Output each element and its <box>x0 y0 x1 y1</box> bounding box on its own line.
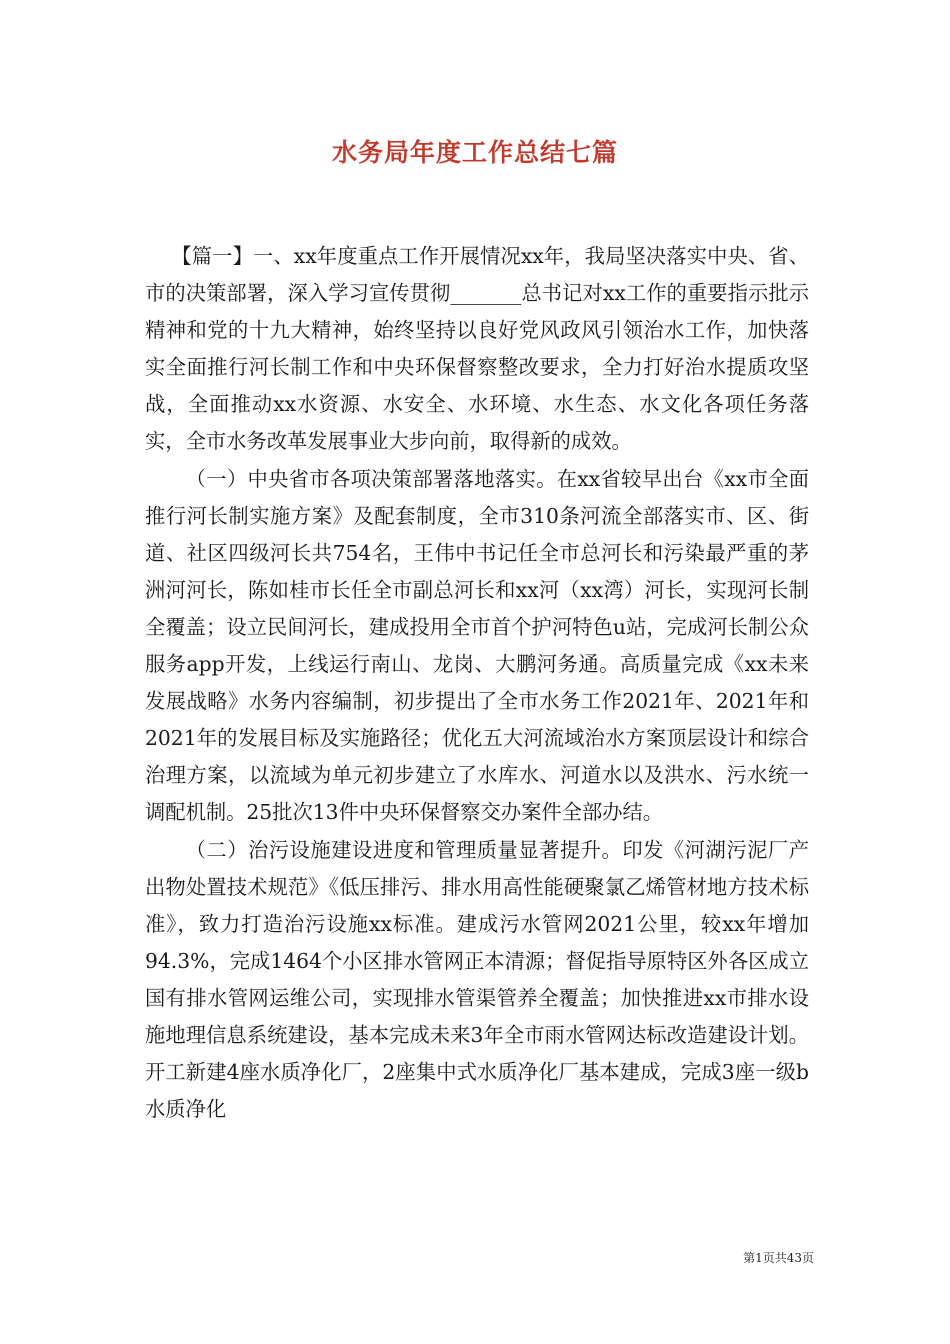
document-body <box>145 238 809 1128</box>
paragraph-3: （二）治污设施建设进度和管理质量显著提升。印发《河湖污泥厂产出物处置技术规范》《低压排污、排水用高性能硬聚氯乙烯管材地方技术标准》，致力打造治污设施xx标准。建成污水管网2021公里，较xx年增加94.3%，完成1464个小区排水管网正本清源；督促指导原特区外各区成立国有排水管网运维公司，实现排水管渠管养全覆盖；加快推进xx市排水设施地理信息系统建设，基本完成未来3年全市雨水管网达标改造建设计划。开工新建4座水质净化厂，2座集中式水质净化厂基本建成，完成3座一级b水质净化 <box>145 837 809 1122</box>
paragraph-1: 【篇一】一、xx年度重点工作开展情况xx年，我局坚决落实中央、省、市的决策部署，深入学习宣传贯彻_______总书记对xx工作的重要指示批示精神和党的十九大精神，始终坚持以良好党风政风引领治水工作，加快落实全面推行河长制工作和中央环保督察整改要求，全力打好治水提质攻坚战，全面推动xx水资源、水安全、水环境、水生态、水文化各项任务落实，全市水务改革发展事业大步向前，取得新的成效。 <box>145 244 809 454</box>
document-title: 水务局年度工作总结七篇 <box>331 138 618 167</box>
paragraph-2: （一）中央省市各项决策部署落地落实。在xx省较早出台《xx市全面推行河长制实施方案》及配套制度，全市310条河流全部落实市、区、街道、社区四级河长共754名，王伟中书记任全市总河长和污染最严重的茅洲河河长，陈如桂市长任全市副总河长和xx河（xx湾）河长，实现河长制全覆盖；设立民间河长，建成投用全市首个护河特色u站，完成河长制公众服务app开发，上线运行南山、龙岗、大鹏河务通。高质量完成《xx未来发展战略》水务内容编制，初步提出了全市水务工作2021年、2021年和2021年的发展目标及实施路径；优化五大河流域治水方案顶层设计和综合治理方案，以流域为单元初步建立了水库水、河道水以及洪水、污水统一调配机制。25批次13件中央环保督察交办案件全部办结。 <box>145 466 809 825</box>
page-number: 第1页共43页 <box>743 1251 814 1265</box>
